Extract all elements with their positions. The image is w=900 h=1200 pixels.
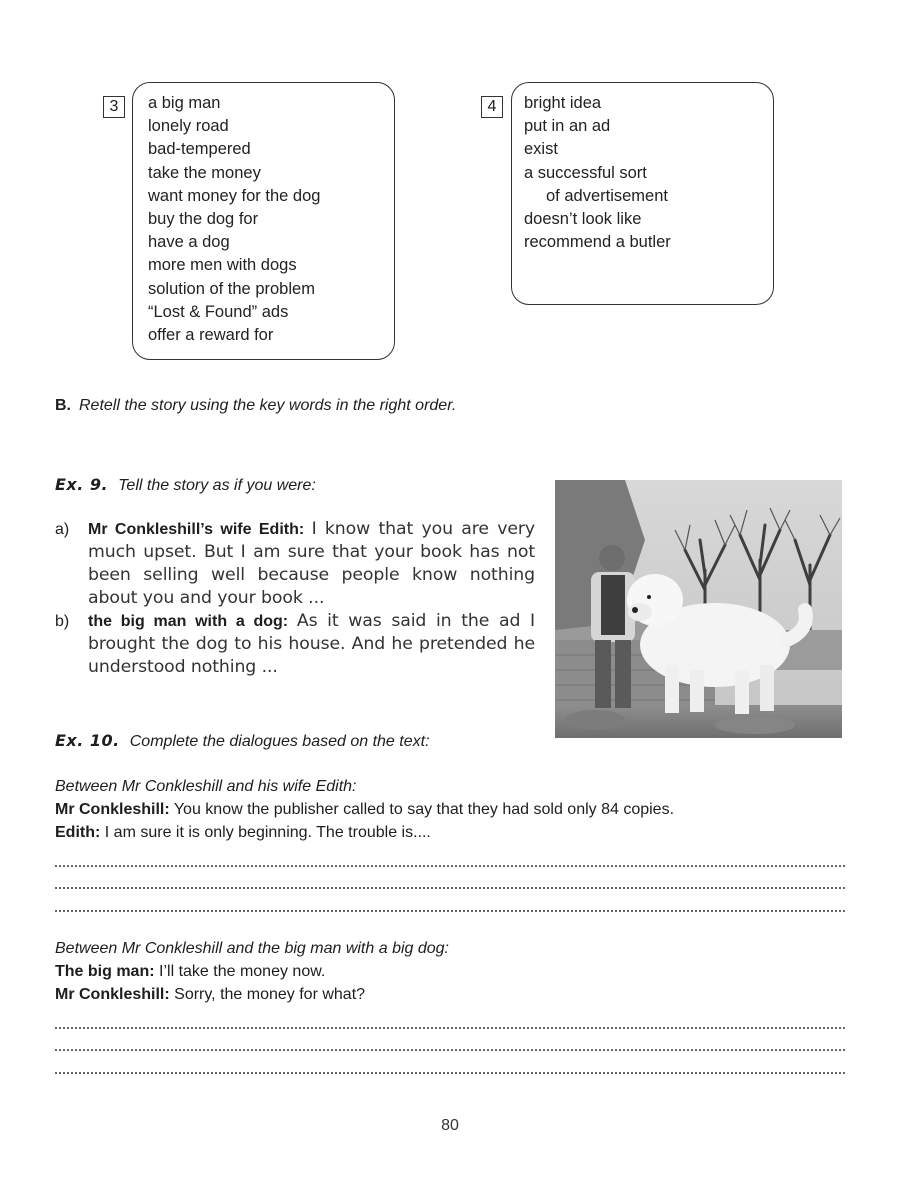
key-word: buy the dog for [148,210,259,229]
dialogue-1 [55,775,845,916]
key-word: have a dog [148,233,230,252]
key-word: bright idea [524,94,602,112]
item-speech: I know that you are very much upset. But I am sure that your book has not been selling well because people know nothing about you and your book ... [88,519,535,608]
item-speaker: Mr Conkleshill’s wife Edith: [88,521,305,538]
dialogue-speaker: Mr Conkleshill: [55,986,170,1003]
key-word: exist [524,140,558,159]
dialogue-intro: Between Mr Conkleshill and the big man with a big dog: [55,940,449,957]
ex9-title: Tell the story as if you were: [118,477,316,494]
key-word: more men with dogs [148,256,297,275]
dialogue-line [55,960,845,983]
item-speech: As it was said in the ad I brought the dog to his house. And he pretended he understood nothing ... [88,611,536,677]
section-b-instruction [55,397,456,415]
ex9-item-a [55,518,535,610]
key-word: offer a reward for [148,326,274,345]
dialogue-speaker: Mr Conkleshill: [55,801,170,818]
ex10-label: Ex. 10. [55,731,120,750]
section-b-label: B. [55,397,71,414]
answer-line[interactable] [55,1010,845,1033]
dialogue-text: I am sure it is only beginning. The trouble is.... [104,824,431,841]
answer-line[interactable] [55,893,845,916]
answer-line[interactable] [55,1033,845,1056]
dialogue-text: Sorry, the money for what? [174,986,366,1003]
key-word: a big man [148,94,221,112]
key-word: want money for the dog [148,186,321,205]
key-word: doesn’t look like [524,210,642,229]
item-speaker: the big man with a dog: [88,613,289,630]
ex9-item-b [55,610,535,679]
dialogue-2 [55,937,845,1078]
key-word: take the money [148,163,261,182]
dialogue-line [55,821,845,844]
man-with-dog-photo [555,480,842,738]
ex10-title: Complete the dialogues based on the text: [129,733,430,750]
key-word: of advertisement [546,186,668,205]
ex9-label: Ex. 9. [55,475,109,494]
answer-lines [55,848,845,916]
dialogue-line [55,983,845,1006]
box-number-3: 3 [103,96,125,118]
item-marker: a) [55,521,70,538]
dialogue-text: I’ll take the money now. [159,963,326,980]
key-words-list-4 [524,92,671,254]
box-number-4: 4 [481,96,503,118]
key-word: “Lost & Found” ads [148,302,289,321]
dialogue-text: You know the publisher called to say that they had sold only 84 copies. [173,801,675,818]
key-words-list-3 [148,92,320,347]
key-word: bad-tempered [148,140,251,159]
key-word: recommend a butler [524,233,671,252]
key-word: a successful sort [524,163,647,182]
ex9-heading [55,475,316,495]
page-number: 80 [441,1117,459,1134]
item-marker: b) [55,613,70,630]
dialogue-line [55,798,845,821]
key-word: solution of the problem [148,279,315,298]
section-b-text: Retell the story using the key words in the right order. [79,397,457,414]
dialogue-speaker: Edith: [55,824,101,841]
key-word: put in an ad [524,117,611,136]
dialogue-speaker: The big man: [55,963,155,980]
answer-line[interactable] [55,871,845,894]
answer-lines [55,1010,845,1078]
key-word: lonely road [148,117,229,136]
answer-line[interactable] [55,1055,845,1078]
ex9-list [55,518,535,679]
dialogue-intro: Between Mr Conkleshill and his wife Edith: [55,778,357,795]
ex10-heading [55,731,430,751]
answer-line[interactable] [55,848,845,871]
